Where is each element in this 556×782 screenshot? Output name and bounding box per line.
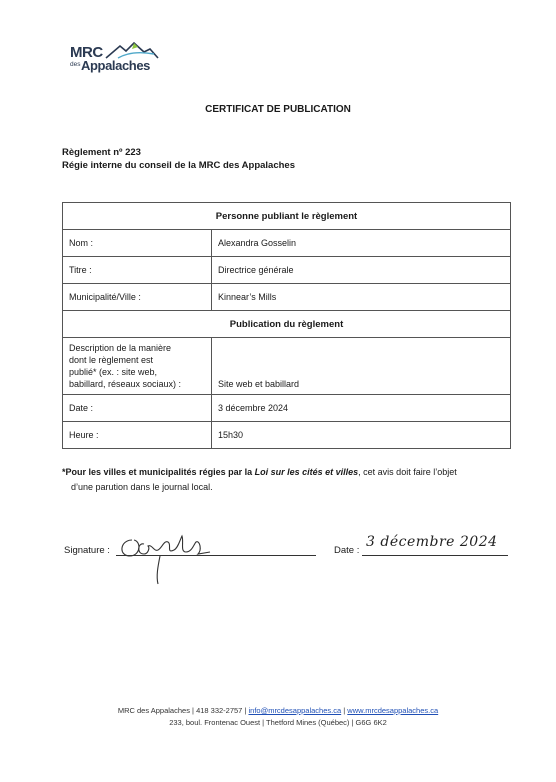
table-row [63, 284, 511, 311]
section-publication-header: Publication du règlement [63, 311, 511, 338]
heure-value: 15h30 [212, 422, 511, 449]
description-label [63, 338, 212, 395]
heure-label: Heure : [63, 422, 212, 449]
reglement-name: Régie interne du conseil de la MRC des Appalaches [62, 160, 295, 171]
footnote-law: Loi sur les cités et villes [254, 467, 359, 477]
footnote-part1: Pour les villes et municipalités régies par la [65, 467, 255, 477]
table-row [63, 257, 511, 284]
description-line: babillard, réseaux sociaux) : [69, 379, 182, 389]
handwritten-signature [116, 528, 226, 586]
page-title: CERTIFICAT DE PUBLICATION [205, 104, 351, 115]
nom-label: Nom : [63, 230, 212, 257]
titre-value: Directrice générale [212, 257, 511, 284]
footer-address: 233, boul. Frontenac Ouest | Thetford Mines (Québec) | G6G 6K2 [169, 718, 387, 727]
signature-line [116, 555, 316, 556]
description-line: publié* (ex. : site web, [69, 367, 158, 377]
description-value: Site web et babillard [212, 338, 511, 395]
municipalite-value: Kinnear’s Mills [212, 284, 511, 311]
table-section-row [63, 311, 511, 338]
mountain-icon [104, 40, 160, 60]
table-row [63, 230, 511, 257]
table-row [63, 338, 511, 395]
footnote-part2: , cet avis doit faire l’objet [358, 467, 457, 477]
description-line: Description de la manière [69, 343, 172, 353]
logo-des-text: des [70, 61, 81, 68]
logo-appalaches-text: Appalaches [81, 58, 150, 73]
footer-website-link[interactable]: www.mrcdesappalaches.ca [347, 706, 439, 715]
footer-email-link[interactable]: info@mrcdesappalaches.ca [248, 706, 342, 715]
date-value: 3 décembre 2024 [212, 395, 511, 422]
date-label: Date : [63, 395, 212, 422]
footnote-line-2: d’une parution dans le journal local. [71, 482, 213, 492]
table-row [63, 422, 511, 449]
mrc-logo [68, 40, 160, 76]
footnote-star: * [62, 467, 66, 477]
logo-mrc-text: MRC [70, 44, 103, 61]
footer-contact [0, 706, 556, 715]
signature-label: Signature : [64, 545, 110, 556]
publication-table [62, 202, 511, 449]
signature-date-label: Date : [334, 545, 360, 556]
date-line [362, 555, 508, 556]
description-line: dont le règlement est [69, 355, 154, 365]
municipalite-label: Municipalité/Ville : [63, 284, 212, 311]
footnote [62, 465, 522, 495]
footer-org: MRC des Appalaches | 418 332-2757 | [117, 706, 249, 715]
table-row [63, 395, 511, 422]
footer-separator: | [341, 706, 348, 715]
handwritten-date: 3 décembre 2024 [366, 534, 498, 550]
titre-label: Titre : [63, 257, 212, 284]
reglement-number: Règlement nº 223 [62, 147, 141, 158]
nom-value: Alexandra Gosselin [212, 230, 511, 257]
table-section-row [63, 203, 511, 230]
footnote-line-1 [62, 465, 522, 480]
section-person-header: Personne publiant le règlement [63, 203, 511, 230]
